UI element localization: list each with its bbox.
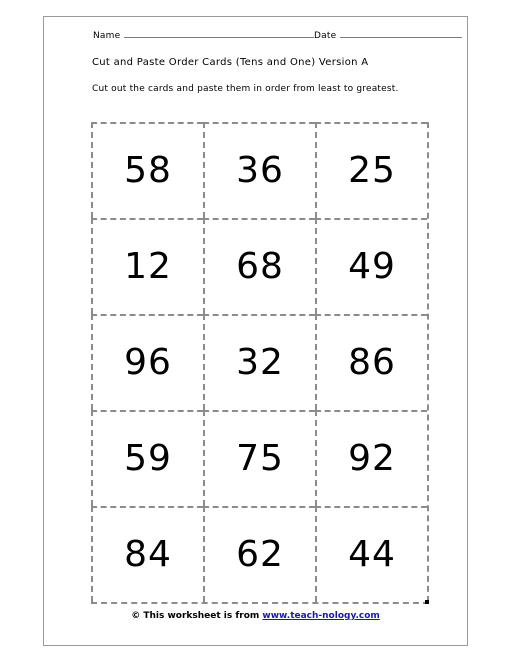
number-card: [203, 218, 315, 314]
worksheet-page: [43, 16, 468, 646]
card-number: 75: [236, 438, 284, 479]
grid-corner-mark: [425, 600, 429, 604]
number-card: [203, 410, 315, 506]
number-card: [315, 218, 427, 314]
number-card: [91, 122, 203, 218]
number-card: [91, 410, 203, 506]
number-card: [315, 506, 427, 602]
card-number: 68: [236, 246, 284, 287]
number-card: [315, 314, 427, 410]
card-number: 92: [348, 438, 396, 479]
card-number: 84: [124, 534, 172, 575]
footer-link[interactable]: www.teach-nology.com: [262, 611, 380, 621]
footer: [44, 611, 467, 621]
card-number: 49: [348, 246, 396, 287]
footer-copyright: © This worksheet is from: [131, 611, 260, 621]
card-number: 59: [124, 438, 172, 479]
number-card: [91, 314, 203, 410]
number-card: [203, 122, 315, 218]
card-number: 44: [348, 534, 396, 575]
number-card: [315, 410, 427, 506]
name-field: [93, 29, 314, 41]
card-number: 86: [348, 342, 396, 383]
card-number: 36: [236, 150, 284, 191]
date-blank-line[interactable]: [340, 29, 462, 38]
name-blank-line[interactable]: [124, 29, 314, 38]
card-grid: [91, 122, 427, 602]
number-card: [91, 218, 203, 314]
grid-bottom-cut-line: [91, 602, 429, 604]
card-number: 62: [236, 534, 284, 575]
card-number: 32: [236, 342, 284, 383]
worksheet-instructions: Cut out the cards and paste them in order from least to greatest.: [92, 84, 399, 94]
card-number: 96: [124, 342, 172, 383]
card-number: 25: [348, 150, 396, 191]
card-number: 12: [124, 246, 172, 287]
number-card: [203, 314, 315, 410]
number-card: [203, 506, 315, 602]
number-card: [315, 122, 427, 218]
name-label: Name: [93, 31, 121, 41]
grid-right-cut-line: [427, 122, 429, 602]
worksheet-title: Cut and Paste Order Cards (Tens and One) Version A: [92, 57, 369, 68]
date-label: Date: [314, 31, 337, 41]
number-card: [91, 506, 203, 602]
date-field: [314, 29, 462, 41]
card-number: 58: [124, 150, 172, 191]
